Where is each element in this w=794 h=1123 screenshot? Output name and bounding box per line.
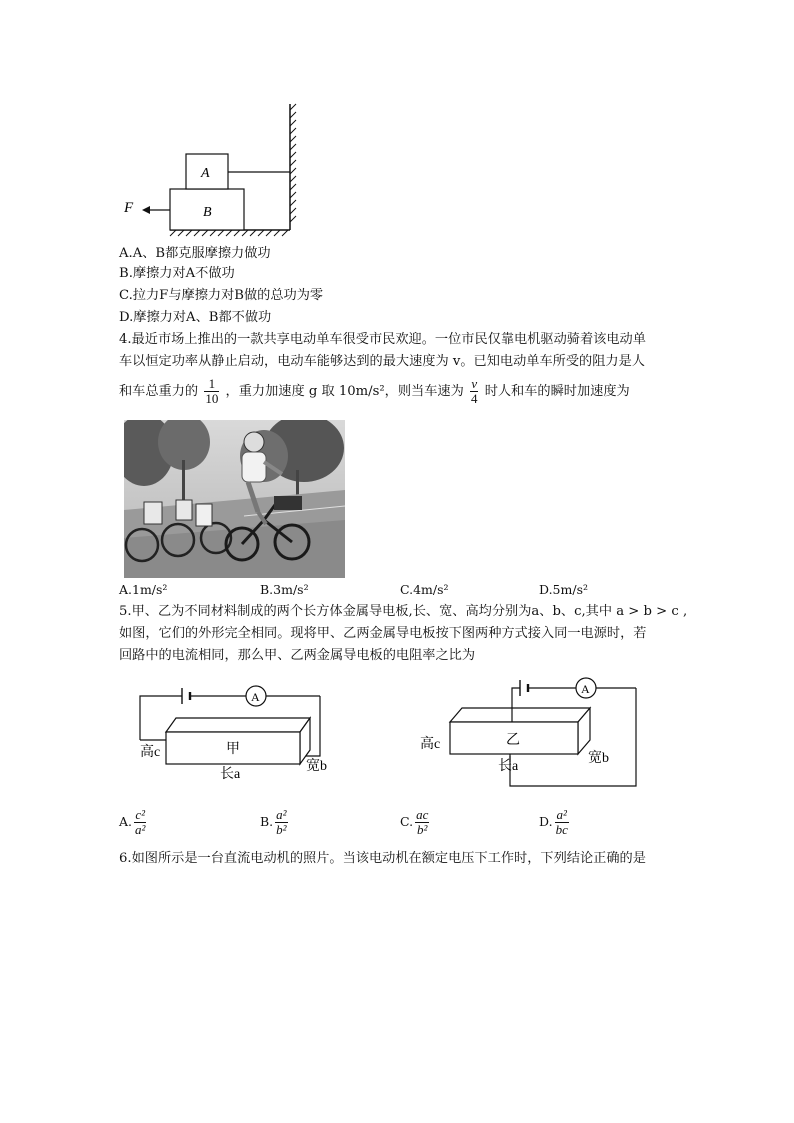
frac2-denominator: 4: [470, 391, 478, 406]
q3-option-a: A.A、B都克服摩擦力做功: [119, 246, 271, 261]
length-label: 长a: [498, 759, 519, 774]
option-fraction: [134, 808, 146, 837]
label-f: F: [124, 200, 134, 216]
option-letter: D.: [539, 814, 553, 829]
q3-option-b: B.摩擦力对A不做功: [119, 266, 235, 281]
q3-option-d: D.摩擦力对A、B都不做功: [119, 310, 272, 325]
q6-line-1: 6.如图所示是一台直流电动机的照片。当该电动机在额定电压下工作时，下列结论正确的是: [119, 851, 646, 866]
q4-line-1: 4.最近市场上推出的一款共享电动单车很受市民欢迎。一位市民仅靠电机驱动骑着该电动单: [119, 332, 646, 347]
q5-line-1: 5.甲、乙为不同材料制成的两个长方体金属导电板,长、宽、高均分别为a、b、c,其中 a > b > c ,: [119, 604, 688, 619]
fraction-numerator: a²: [276, 807, 287, 822]
height-label: 高c: [420, 737, 441, 752]
height-label: 高c: [140, 745, 161, 760]
length-label: 长a: [220, 767, 241, 782]
q3-option-c: C.拉力F与摩擦力对B做的总功为零: [119, 288, 324, 303]
blocks-wall-diagram: [110, 100, 320, 240]
frac1-denominator: 10: [205, 391, 219, 406]
q4-line-3-b: ，重力加速度 g 取 10m/s²，则当车速为: [225, 384, 464, 399]
q4-line-3: [119, 377, 630, 406]
fraction-denominator: a²: [135, 822, 146, 837]
bike-photo: [124, 420, 345, 578]
fraction-numerator: ac: [416, 807, 429, 822]
circuit-left-diagram: [130, 680, 350, 785]
fraction-v-over-4: [470, 377, 479, 406]
q4-option-c: C.4m/s²: [400, 582, 449, 597]
q4-option-d: D.5m/s²: [539, 582, 588, 597]
fraction-denominator: b²: [417, 822, 428, 837]
q4-line-3-c: 时人和车的瞬时加速度为: [484, 384, 630, 399]
q5-option-c: [400, 808, 431, 837]
fraction-one-tenth: [204, 377, 219, 406]
q5-option-b: [260, 808, 290, 837]
q5-option-d: [539, 808, 571, 837]
label-a: A: [201, 166, 210, 181]
q5-line-2: 如图，它们的外形完全相同。现将甲、乙两金属导电板按下图两种方式接入同一电源时，若: [119, 626, 647, 641]
circuit-right-diagram: [420, 672, 650, 792]
frac1-numerator: 1: [204, 377, 219, 392]
fraction-numerator: c²: [135, 807, 146, 822]
fraction-numerator: a²: [556, 807, 567, 822]
label-b: B: [203, 205, 212, 220]
q4-line-3-a: 和车总重力的: [119, 384, 199, 399]
plate-name: 甲: [226, 742, 240, 757]
q4-option-b: B.3m/s²: [260, 582, 309, 597]
q5-line-3: 回路中的电流相同，那么甲、乙两金属导电板的电阻率之比为: [119, 648, 476, 663]
fraction-denominator: bc: [555, 822, 568, 837]
width-label: 宽b: [588, 751, 609, 766]
option-letter: C.: [400, 814, 414, 829]
q5-option-a: [119, 808, 148, 837]
option-fraction: [415, 808, 429, 837]
option-letter: A.: [119, 814, 133, 829]
option-fraction: [275, 808, 287, 837]
q4-line-2: 车以恒定功率从静止启动，电动车能够达到的最大速度为 v。已知电动单车所受的阻力是人: [119, 354, 645, 369]
frac2-numerator: v: [471, 376, 478, 391]
option-fraction: [555, 808, 569, 837]
option-letter: B.: [260, 814, 274, 829]
ammeter-label: A: [581, 682, 590, 696]
width-label: 宽b: [306, 759, 327, 774]
fraction-denominator: b²: [276, 822, 287, 837]
plate-name: 乙: [506, 733, 520, 748]
q4-option-a: A.1m/s²: [119, 582, 168, 597]
ammeter-label: A: [251, 690, 260, 704]
